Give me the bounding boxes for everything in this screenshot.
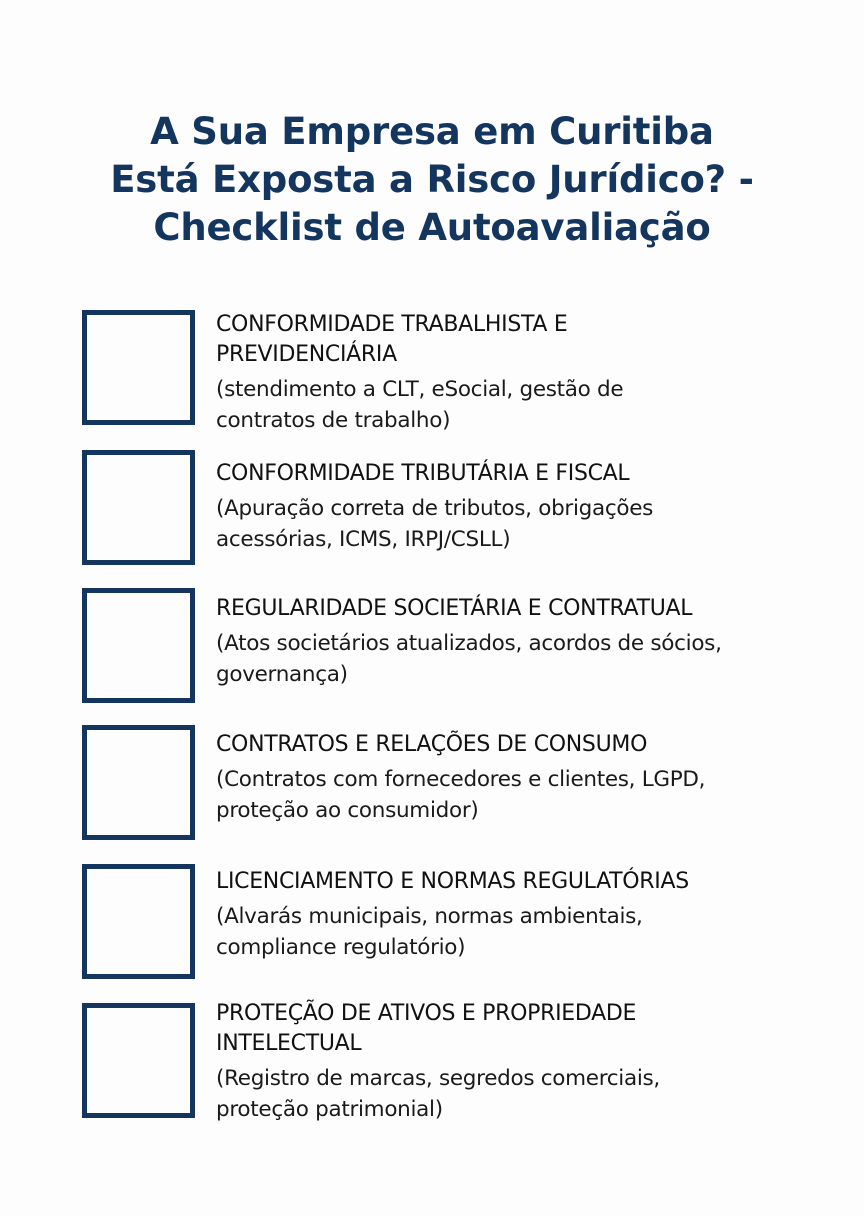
item-description: (Apuração correta de tributos, obrigações acessórias, ICMS, IRPJ/CSLL)	[216, 496, 654, 552]
item-heading: CONFORMIDADE TRIBUTÁRIA E FISCAL	[216, 461, 630, 486]
title-line-2: Está Exposta a Risco Jurídico? -	[110, 158, 754, 201]
item-heading: REGULARIDADE SOCIETÁRIA E CONTRATUAL	[216, 596, 693, 621]
item-description: (Registro de marcas, segredos comerciais, proteção patrimonial)	[216, 1066, 660, 1122]
item-heading: CONFORMIDADE TRABALHISTA E PREVIDENCIÁRIA	[216, 312, 568, 367]
item-text	[216, 310, 816, 436]
checkbox-labor[interactable]	[82, 310, 195, 425]
item-description: (Alvarás municipais, normas ambientais, compliance regulatório)	[216, 904, 643, 960]
item-heading: CONTRATOS E RELAÇÕES DE CONSUMO	[216, 732, 648, 757]
page-title	[0, 108, 864, 252]
checkbox-corporate[interactable]	[82, 588, 195, 703]
checkbox-tax[interactable]	[82, 450, 195, 565]
item-description: (stendimento a CLT, eSocial, gestão de contratos de trabalho)	[216, 377, 624, 433]
item-description: (Atos societários atualizados, acordos de sócios, governança)	[216, 631, 722, 687]
title-line-3: Checklist de Autoavaliação	[153, 206, 711, 249]
item-heading: LICENCIAMENTO E NORMAS REGULATÓRIAS	[216, 869, 689, 894]
item-heading: PROTEÇÃO DE ATIVOS E PROPRIEDADE INTELECTUAL	[216, 1001, 637, 1056]
item-description: (Contratos com fornecedores e clientes, LGPD, proteção ao consumidor)	[216, 767, 706, 823]
item-text	[216, 459, 816, 555]
title-line-1: A Sua Empresa em Curitiba	[150, 110, 714, 153]
checkbox-licensing[interactable]	[82, 864, 195, 979]
item-text	[216, 999, 816, 1125]
checkbox-assets[interactable]	[82, 1003, 195, 1118]
item-text	[216, 730, 816, 826]
item-text	[216, 594, 816, 690]
item-text	[216, 867, 816, 963]
checkbox-contracts[interactable]	[82, 725, 195, 840]
